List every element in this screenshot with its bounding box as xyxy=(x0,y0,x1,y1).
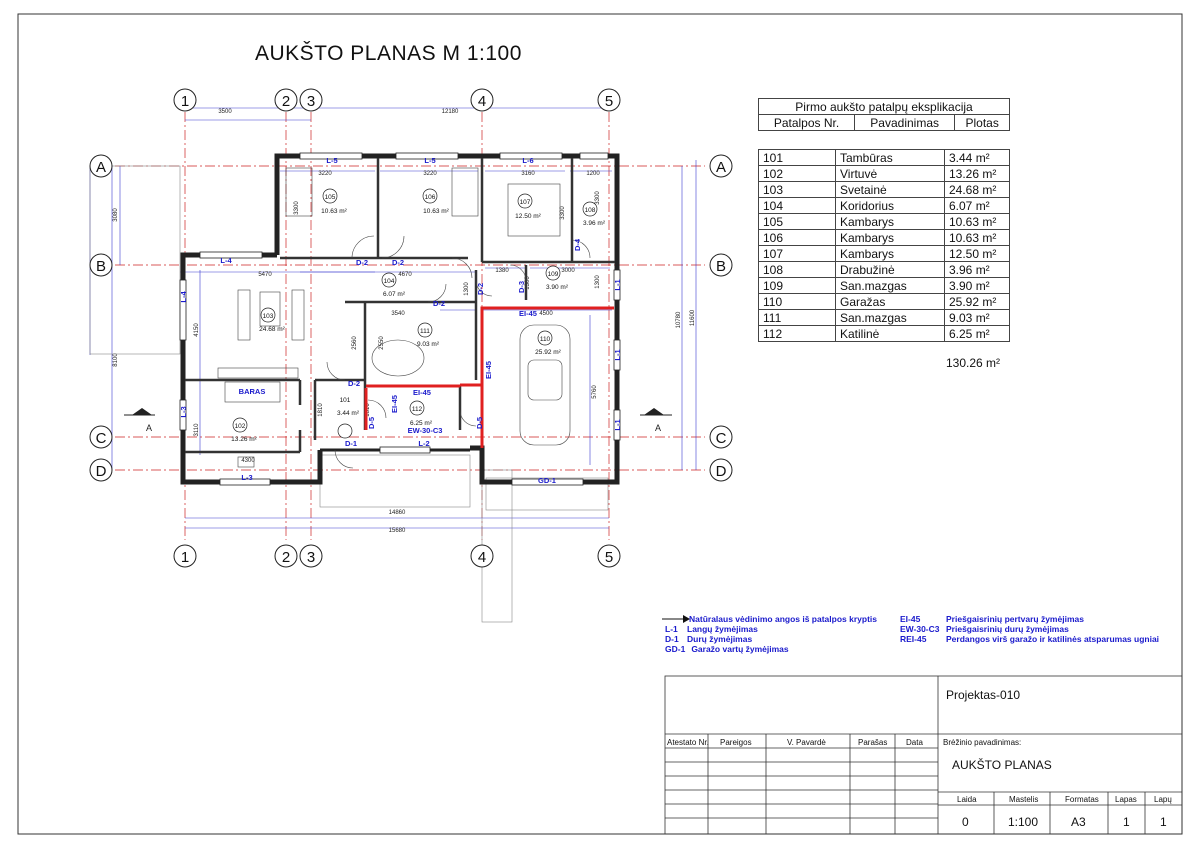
cell-name: Drabužinė xyxy=(836,262,945,278)
mark-ei45-2: EI-45 xyxy=(484,361,493,379)
room-106-number: 106 xyxy=(424,194,436,201)
dim-inner: 1380 xyxy=(495,268,509,274)
mark-l5-1: L-5 xyxy=(326,156,338,165)
legend-code: EI-45 xyxy=(900,614,921,624)
mark-l3-bottom: L-3 xyxy=(241,473,253,482)
legend-right xyxy=(900,614,1159,644)
room-111-number: 111 xyxy=(420,328,430,335)
project-name: Projektas-010 xyxy=(946,688,1021,702)
cell-area: 10.63 m² xyxy=(945,214,1010,230)
room-104-area: 6.07 m² xyxy=(382,291,406,298)
dim-inner: 4300 xyxy=(241,458,255,464)
grid-let-left-b: B xyxy=(95,258,107,275)
dim-inner: 3220 xyxy=(318,171,332,177)
room-108-number: 108 xyxy=(584,207,596,214)
mark-d5-1: D-5 xyxy=(367,416,376,430)
cell-area: 10.63 m² xyxy=(945,230,1010,246)
grid-num-top-4: 4 xyxy=(477,93,487,110)
section-mark-right: A xyxy=(655,423,662,433)
cell-number: 112 xyxy=(759,326,836,342)
drawing-name-label: Brėžinio pavadinimas: xyxy=(943,738,1022,747)
mark-l1-2: L-1 xyxy=(613,349,622,361)
room-105-area: 10.63 m² xyxy=(321,208,347,215)
cell-area: 3.44 m² xyxy=(945,150,1010,166)
dim-inner: 1300 xyxy=(595,275,601,289)
cell-number: 110 xyxy=(759,294,836,310)
cell-name: Katilinė xyxy=(836,326,945,342)
dim-inner: 4670 xyxy=(398,272,412,278)
mark-l6: L-6 xyxy=(522,156,534,165)
grid-num-top-3: 3 xyxy=(306,93,316,110)
grid-let-right-b: B xyxy=(715,258,727,275)
legend-text: Natūralaus vėdinimo angos iš patalpos kryptis xyxy=(689,614,877,624)
room-110-number: 110 xyxy=(539,336,551,343)
table-row xyxy=(759,198,1010,214)
legend-text: Garažo vartų žymėjimas xyxy=(691,644,789,654)
table-row xyxy=(759,150,1010,166)
cell-area: 24.68 m² xyxy=(945,182,1010,198)
grid-num-bot-5: 5 xyxy=(604,549,614,566)
room-103-area: 24.68 m² xyxy=(259,326,285,333)
dim-inner: 3110 xyxy=(194,423,200,437)
grid-num-bot-2: 2 xyxy=(281,549,291,566)
cell-name: Svetainė xyxy=(836,182,945,198)
table-row xyxy=(759,278,1010,294)
cell-name: San.mazgas xyxy=(836,310,945,326)
dim-top-2: 12180 xyxy=(441,109,459,115)
tb-value-formatas: A3 xyxy=(1071,815,1086,829)
explication-header-table xyxy=(758,98,1010,131)
room-101-area: 3.44 m² xyxy=(336,410,360,417)
table-row xyxy=(759,262,1010,278)
room-108-area: 3.96 m² xyxy=(582,220,606,227)
mark-l3-side: L-3 xyxy=(179,406,188,418)
cell-name: Koridorius xyxy=(836,198,945,214)
cell-number: 107 xyxy=(759,246,836,262)
mark-l5-2: L-5 xyxy=(424,156,436,165)
dim-inner: 5760 xyxy=(592,385,598,399)
room-107-number: 107 xyxy=(519,199,531,206)
cell-area: 12.50 m² xyxy=(945,246,1010,262)
mark-l1-3: L-1 xyxy=(613,419,622,431)
legend-text: Durų žymėjimas xyxy=(687,634,753,644)
grid-let-left-d: D xyxy=(95,463,107,480)
legend-text: Priešgaisrinių durų žymėjimas xyxy=(946,624,1069,634)
cell-area: 6.25 m² xyxy=(945,326,1010,342)
legend-text: Langų žymėjimas xyxy=(687,624,758,634)
cell-number: 108 xyxy=(759,262,836,278)
legend-code: EW-30-C3 xyxy=(900,624,940,634)
legend-code: GD-1 xyxy=(665,644,686,654)
room-104-number: 104 xyxy=(383,278,395,285)
dim-inner: 4500 xyxy=(539,311,553,317)
grid-num-bot-4: 4 xyxy=(477,549,487,566)
cell-area: 6.07 m² xyxy=(945,198,1010,214)
grid-num-bot-1: 1 xyxy=(180,549,190,566)
terrace-outlines xyxy=(90,166,608,622)
cell-number: 109 xyxy=(759,278,836,294)
room-101-number: 101 xyxy=(339,397,351,404)
legend-code: L-1 xyxy=(665,624,678,634)
dim-inner: 3300 xyxy=(595,191,601,205)
dim-inner: 3300 xyxy=(294,201,300,215)
dim-left-2: 8100 xyxy=(113,353,119,367)
cell-area: 13.26 m² xyxy=(945,166,1010,182)
grid-num-top-5: 5 xyxy=(604,93,614,110)
legend-item xyxy=(665,644,877,654)
cell-number: 103 xyxy=(759,182,836,198)
table-row xyxy=(759,310,1010,326)
cell-name: Kambarys xyxy=(836,230,945,246)
grid-let-left-a: A xyxy=(95,159,107,176)
mark-d2-5: D-2 xyxy=(476,282,485,296)
room-103-number: 103 xyxy=(262,313,274,320)
tb-label-mastelis: Mastelis xyxy=(1009,795,1039,804)
grid-bubble-labels xyxy=(96,93,727,566)
grid-num-top-1: 1 xyxy=(180,93,190,110)
tb-col-atestato: Atestato Nr. xyxy=(667,738,709,747)
explication-total: 130.26 m² xyxy=(946,356,1001,370)
dim-inner: 4150 xyxy=(194,323,200,337)
dim-inner: 2550 xyxy=(379,336,385,350)
cell-area: 3.96 m² xyxy=(945,262,1010,278)
cell-number: 104 xyxy=(759,198,836,214)
room-112-area: 6.25 m² xyxy=(409,420,433,427)
dim-top-1: 3500 xyxy=(218,109,232,115)
grid-num-top-2: 2 xyxy=(281,93,291,110)
table-row xyxy=(759,326,1010,342)
cell-area: 25.92 m² xyxy=(945,294,1010,310)
dim-left-1: 3080 xyxy=(113,208,119,222)
table-row xyxy=(759,214,1010,230)
mark-d5-2: D-5 xyxy=(475,416,484,430)
cell-name: San.mazgas xyxy=(836,278,945,294)
dim-inner: 5470 xyxy=(258,272,272,278)
dim-inner: 1200 xyxy=(586,171,600,177)
dim-inner: 1810 xyxy=(318,403,324,417)
explication-col-name: Pavadinimas xyxy=(855,115,955,131)
room-109-number: 109 xyxy=(547,271,559,278)
cell-number: 105 xyxy=(759,214,836,230)
tb-value-mastelis: 1:100 xyxy=(1008,815,1039,829)
explication-table xyxy=(758,149,1010,342)
dim-inner: 3160 xyxy=(521,171,535,177)
cell-number: 101 xyxy=(759,150,836,166)
tb-label-lapas: Lapas xyxy=(1115,795,1137,804)
dim-right-2: 11600 xyxy=(690,309,696,327)
legend-item xyxy=(900,624,1159,634)
legend-code: D-1 xyxy=(665,634,679,644)
room-112-number: 112 xyxy=(411,406,423,413)
dim-bottom-2: 15680 xyxy=(388,528,406,534)
section-mark-left: A xyxy=(146,423,153,433)
legend-text: Priešgaisrinių pertvarų žymėjimas xyxy=(946,614,1084,624)
drawing-title: AUKŠTO PLANAS M 1:100 xyxy=(255,42,522,65)
room-105-number: 105 xyxy=(324,194,336,201)
cell-area: 3.90 m² xyxy=(945,278,1010,294)
tb-col-data: Data xyxy=(906,738,923,747)
tb-col-parasas: Parašas xyxy=(858,738,888,747)
mark-l4-side: L-4 xyxy=(179,291,188,303)
cell-number: 111 xyxy=(759,310,836,326)
mark-d2-1: D-2 xyxy=(355,258,369,267)
dim-inner: 2560 xyxy=(352,336,358,350)
grid-let-right-d: D xyxy=(715,463,727,480)
mark-ei45-3: EI-45 xyxy=(413,388,431,397)
table-row xyxy=(759,294,1010,310)
mark-d2-3: D-2 xyxy=(432,299,446,308)
legend-text: Perdangos virš garažo ir katilinės atsparumas ugniai xyxy=(946,634,1160,644)
legend-item xyxy=(900,614,1159,624)
dim-inner: 1300 xyxy=(464,282,470,296)
legend-code: REI-45 xyxy=(900,634,927,644)
tb-col-pareigos: Pareigos xyxy=(720,738,752,747)
mark-l1-1: L-1 xyxy=(613,279,622,291)
explication-col-area: Plotas xyxy=(955,115,1010,131)
mark-ei45-4: EI-45 xyxy=(390,395,399,413)
mark-l4-top: L-4 xyxy=(220,256,232,265)
dim-inner: 3220 xyxy=(423,171,437,177)
dim-inner: 3300 xyxy=(560,206,566,220)
table-row xyxy=(759,166,1010,182)
mark-d1: D-1 xyxy=(344,439,358,448)
dim-inner: 3540 xyxy=(391,311,405,317)
tb-value-lapas: 1 xyxy=(1123,815,1130,829)
cell-area: 9.03 m² xyxy=(945,310,1010,326)
room-106-area: 10.63 m² xyxy=(423,208,449,215)
grid-let-left-c: C xyxy=(95,430,107,447)
dim-inner: 1300 xyxy=(525,276,531,290)
mark-d2-4: D-2 xyxy=(347,379,361,388)
dim-right-1: 10780 xyxy=(676,311,682,329)
mark-d3: D-3 xyxy=(517,280,526,294)
mark-d2-2: D-2 xyxy=(391,258,405,267)
mark-l2: L-2 xyxy=(418,439,430,448)
grid-num-bot-3: 3 xyxy=(306,549,316,566)
cell-number: 106 xyxy=(759,230,836,246)
sheet-border xyxy=(18,14,1182,834)
tb-label-formatas: Formatas xyxy=(1065,795,1099,804)
table-row xyxy=(759,230,1010,246)
dim-inner: 1810 xyxy=(365,403,371,417)
legend-item xyxy=(665,634,877,644)
dim-bottom-1: 14860 xyxy=(388,510,406,516)
dim-inner: 3000 xyxy=(561,268,575,274)
legend-left xyxy=(665,614,877,654)
tb-value-lapu: 1 xyxy=(1160,815,1167,829)
room-111-area: 9.03 m² xyxy=(416,341,440,348)
room-102-number: 102 xyxy=(234,423,246,430)
room-107-area: 12.50 m² xyxy=(515,213,541,220)
mark-gd1: GD-1 xyxy=(538,476,556,485)
cell-name: Kambarys xyxy=(836,214,945,230)
mark-d4: D-4 xyxy=(573,238,582,252)
explication-title: Pirmo aukšto patalpų eksplikacija xyxy=(759,99,1010,115)
mark-ew: EW-30-C3 xyxy=(407,426,443,435)
interior-walls xyxy=(185,158,615,452)
cell-name: Garažas xyxy=(836,294,945,310)
grid-let-right-c: C xyxy=(715,430,727,447)
title-block-frame xyxy=(665,676,1182,834)
drawing-name: AUKŠTO PLANAS xyxy=(952,758,1052,772)
tb-value-laida: 0 xyxy=(962,815,969,829)
cell-number: 102 xyxy=(759,166,836,182)
tb-col-pavarde: V. Pavardė xyxy=(787,738,826,747)
mark-ei45-1: EI-45 xyxy=(519,309,537,318)
legend-item xyxy=(900,634,1159,644)
room-109-area: 3.90 m² xyxy=(545,284,569,291)
legend-item xyxy=(665,624,877,634)
tb-label-laida: Laida xyxy=(957,795,977,804)
grid-let-right-a: A xyxy=(715,159,727,176)
cell-name: Tambūras xyxy=(836,150,945,166)
table-row xyxy=(759,246,1010,262)
mark-baras: BARAS xyxy=(238,387,266,396)
cell-name: Kambarys xyxy=(836,246,945,262)
cell-name: Virtuvė xyxy=(836,166,945,182)
table-row xyxy=(759,182,1010,198)
exterior-walls xyxy=(183,156,617,482)
tb-label-lapu: Lapų xyxy=(1154,795,1172,804)
room-110-area: 25.92 m² xyxy=(535,349,561,356)
legend-item xyxy=(665,614,877,624)
room-102-area: 13.26 m² xyxy=(231,436,257,443)
explication-col-number: Patalpos Nr. xyxy=(759,115,855,131)
